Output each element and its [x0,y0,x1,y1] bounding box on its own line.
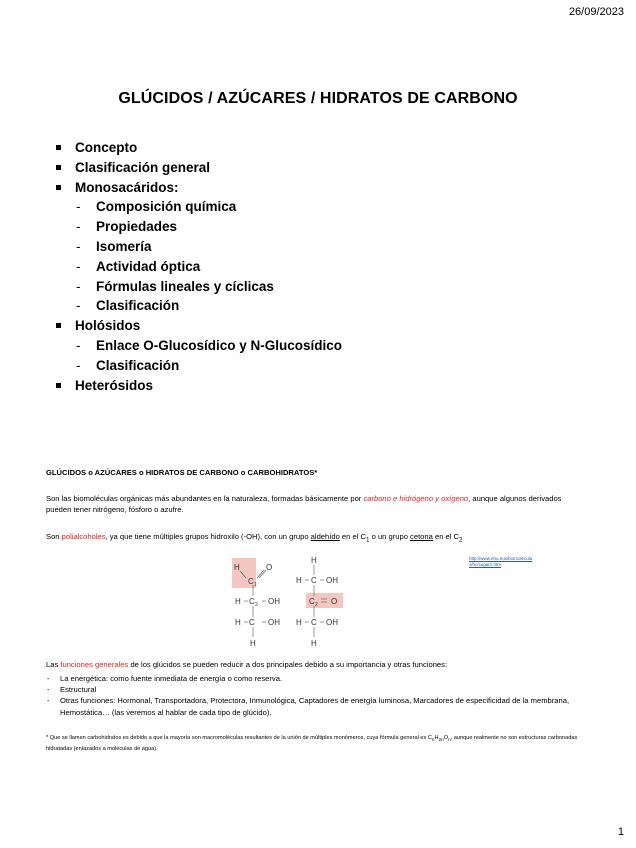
subscript: 2n [438,737,444,743]
atom-label: H [250,639,256,648]
functions-list [46,673,586,718]
outline-subitem: - Composición química [54,197,342,217]
outline-item: Concepto [54,138,342,158]
atom-subscript: 2 [255,602,258,608]
text-span: H [434,735,439,741]
subscript: 2 [459,536,463,544]
outline-subitem: - Enlace O-Glucosídico y N-Glucosídico [54,336,342,356]
text-span: , aunque algunos derivados pueden tener nitrógeno, fósforo o azufre. [46,494,562,514]
text-span: , ya que tiene múltiples grupos hidroxilo (-OH), con un grupo [105,532,311,541]
section-heading: GLÚCIDOS o AZÚCARES o HIDRATOS DE CARBONO o CARBOHIDRATOS* [46,468,318,477]
functions-intro [46,659,586,670]
footnote [46,734,586,753]
subscript: 1 [365,536,370,544]
function-item: - La energética: como fuente inmediata de energía o como reserva. [46,673,586,684]
atom-label: H [296,618,302,627]
outline-item: Clasificación general [54,158,342,178]
text-span: en el C [339,532,366,541]
atom-label: O [266,563,273,572]
text-span: , aunque realmente no son estructuras carbonadas hidratadas (enlazados a moléculas de agua). [46,735,578,752]
polyalcohol-paragraph [46,532,586,546]
atom-subscript: 2 [315,602,318,608]
page-number: 1 [617,826,624,838]
text-span: O [443,735,449,741]
text-span: en el C [432,532,460,541]
highlight-polyalcohols: polialcoholes [61,532,106,541]
page-date: 26/09/2023 [568,6,624,18]
atom-label: O [331,597,338,606]
function-item: - Estructural [46,684,586,695]
outline-subitem: - Propiedades [54,217,342,237]
highlight-functions: funciones generales [60,660,129,669]
atom-label: OH [326,576,338,585]
atom-label: H [234,563,240,572]
outline-item: Holósidos [54,316,342,336]
outline-subitem: - Clasificación [54,296,342,316]
atom-label: OH [268,597,280,606]
atom-label: OH [326,618,338,627]
atom-label: H [235,618,241,627]
text-span: Las [46,660,61,669]
atom-label: C [248,577,254,586]
definition-paragraph [46,494,586,515]
atom-label: H [235,597,241,606]
outline-subitem: - Actividad óptica [54,257,342,277]
topic-outline [54,138,342,395]
subscript: n [431,737,435,743]
outline-subitem: - Fórmulas lineales y cíclicas [54,277,342,297]
term-aldehyde: aldehído [310,532,340,541]
subscript: n [448,737,451,743]
atom-label: H [311,556,317,565]
text-span: o un grupo [369,532,411,541]
text-span: Son las biomoléculas orgánicas más abundantes en la naturaleza, formadas básicamente por [46,494,364,503]
atom-label: H [311,639,317,648]
atom-subscript: 1 [254,582,257,588]
reference-link[interactable]: http://www.ehu.eus/biomoleculas/hc/sugar1.htm [469,556,533,567]
outline-item: Monosacáridos: [54,178,342,198]
outline-subitem: - Clasificación [54,356,342,376]
function-item: - Otras funciones: Hormonal, Transportadora, Protectora, Inmunológica, Captadores de energía luminosa, Marcadores de especificidad de la membrana, Hemostática… (las veremos al hablar de cada tipo de glúcido). [46,695,586,717]
term-ketone: cetona [410,532,433,541]
page-title: GLÚCIDOS / AZÚCARES / HIDRATOS DE CARBONO [118,90,518,107]
highlight-elements: carbono e hidrógeno y oxígeno [363,494,469,503]
text-span: * Que se llamen carbohidratos es debido a que la mayoría son macromoléculas resultantes de la unión de múltiples monómeros, cuya fórmula general es C [46,735,432,741]
outline-subitem: - Isomería [54,237,342,257]
atom-label: C [311,576,317,585]
atom-label: C [311,618,317,627]
text-span: de los glúcidos se pueden reducir a dos principales debido a su importancia y otras funciones: [128,660,448,669]
structural-formula-diagram [228,550,368,650]
atom-label: C [249,597,255,606]
outline-item: Heterósidos [54,376,342,396]
atom-label: OH [268,618,280,627]
atom-label: C [309,597,315,606]
atom-label: C [249,618,255,627]
atom-label: H [296,576,302,585]
text-span: Son [46,532,62,541]
